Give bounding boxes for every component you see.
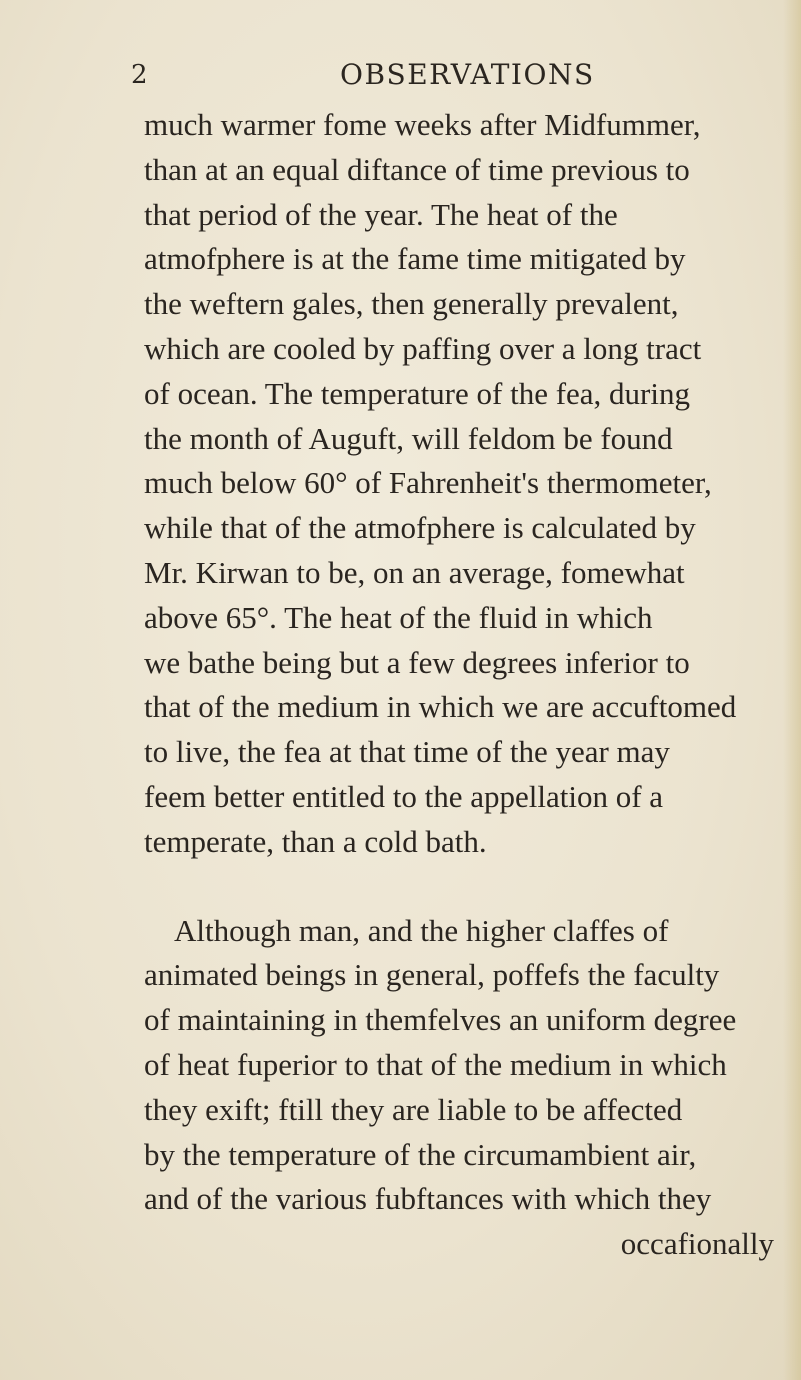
text-line: to live, the fea at that time of the year may xyxy=(144,734,670,770)
text-line: than at an equal diftance of time previous to xyxy=(144,151,690,187)
text-line: that period of the year. The heat of the xyxy=(144,196,618,232)
text-line: while that of the atmofphere is calculated by xyxy=(144,510,696,546)
text-line: Although man, and the higher claffes of xyxy=(174,912,669,948)
text-line: the month of Auguft, will feldom be found xyxy=(144,420,673,456)
body-text xyxy=(144,103,784,1267)
text-line: atmofphere is at the fame time mitigated by xyxy=(144,241,686,277)
page-header xyxy=(0,52,801,102)
text-line: much below 60° of Fahrenheit's thermometer, xyxy=(144,465,712,501)
text-line: of maintaining in themfelves an uniform degree xyxy=(144,1002,737,1038)
text-line: much warmer fome weeks after Midfummer, xyxy=(144,107,701,142)
paragraph-gap xyxy=(144,865,784,909)
text-line: and of the various fubftances with which they xyxy=(144,1181,712,1217)
text-line: by the temperature of the circumambient air, xyxy=(144,1136,697,1172)
text-line: temperate, than a cold bath. xyxy=(144,823,487,859)
text-line: the weftern gales, then generally prevalent, xyxy=(144,286,679,322)
text-line: of ocean. The temperature of the fea, during xyxy=(144,375,690,411)
paragraph-1 xyxy=(144,103,784,865)
text-line: feem better entitled to the appellation of a xyxy=(144,778,664,814)
text-line: Mr. Kirwan to be, on an average, fomewhat xyxy=(144,554,685,590)
text-line: animated beings in general, poffefs the faculty xyxy=(144,957,720,993)
catchword: occafionally xyxy=(620,1226,774,1262)
text-line: that of the medium in which we are accuftomed xyxy=(144,689,737,725)
text-line: above 65°. The heat of the fluid in which xyxy=(144,599,653,635)
text-line: of heat fuperior to that of the medium in which xyxy=(144,1046,727,1082)
text-line: they exift; ftill they are liable to be affected xyxy=(144,1091,683,1127)
page-edge-shadow xyxy=(783,0,801,1380)
text-line: which are cooled by paffing over a long tract xyxy=(144,330,702,366)
paragraph-2 xyxy=(144,909,784,1223)
running-head: OBSERVATIONS xyxy=(340,58,595,91)
text-line: we bathe being but a few degrees inferior to xyxy=(144,644,690,680)
page-number: 2 xyxy=(131,60,148,90)
